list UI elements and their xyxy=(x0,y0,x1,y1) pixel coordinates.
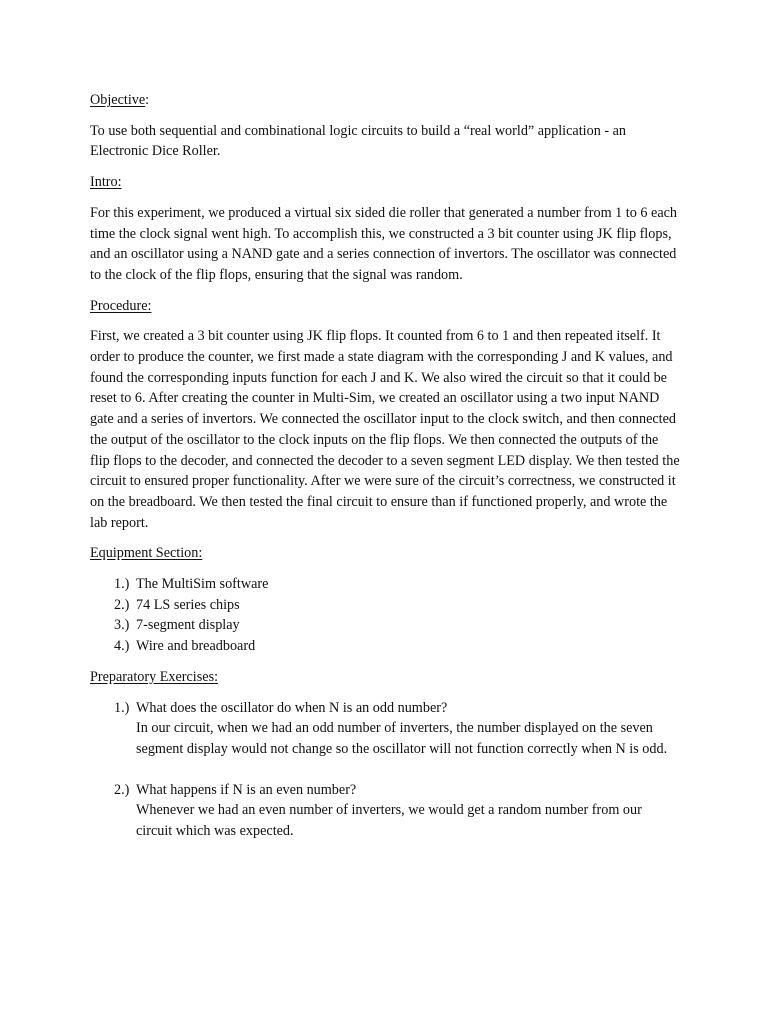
exercise-number: 2.) xyxy=(114,781,130,798)
preparatory-list xyxy=(90,698,680,842)
exercise-answer: Whenever we had an even number of inverters, we would get a random number from our circuit which was expected. xyxy=(136,802,642,840)
list-item-number: 1.) xyxy=(114,576,130,593)
exercise-item xyxy=(90,780,680,842)
list-item-number: 3.) xyxy=(114,617,130,634)
equipment-list xyxy=(90,574,680,657)
procedure-text: First, we created a 3 bit counter using JK flip flops. It counted from 6 to 1 and then repeated itself. It order to produce the counter, we first made a state diagram with the corresponding J and K values, and found the corresponding inputs function for each J and K. We also wired the circuit so that it could be reset to 6. After creating the counter in Multi-Sim, we created an oscillator using a two input NAND gate and a series of invertors. We connected the oscillator input to the clock switch, and then connected the output of the oscillator to the clock inputs on the flip flops. We then connected the outputs of the flip flops to the decoder, and connected the decoder to a seven segment LED display. We then tested the circuit to ensured proper functionality. After we were sure of the circuit’s correctness, we constructed it on the breadboard. We then tested the final circuit to ensure than if functioned properly, and wrote the lab report. xyxy=(90,328,680,531)
exercise-item xyxy=(90,698,680,760)
objective-heading-line xyxy=(90,90,680,111)
list-item-number: 4.) xyxy=(114,638,130,655)
list-item-number: 2.) xyxy=(114,596,130,613)
document-page xyxy=(90,90,680,862)
objective-heading: Objective xyxy=(90,92,146,108)
list-item xyxy=(90,615,680,636)
preparatory-heading: Preparatory Exercises: xyxy=(90,668,219,685)
list-item xyxy=(90,595,680,616)
intro-heading: Intro: xyxy=(90,174,122,191)
procedure-heading: Procedure: xyxy=(90,297,152,314)
objective-heading-colon: : xyxy=(145,92,150,108)
list-item-text: 7-segment display xyxy=(136,617,240,634)
exercise-number: 1.) xyxy=(114,699,130,716)
objective-text: To use both sequential and combinational logic circuits to build a “real world” application - an Electronic Dice Roller. xyxy=(90,122,626,160)
list-item-text: The MultiSim software xyxy=(136,576,269,593)
exercise-question: What does the oscillator do when N is an odd number? xyxy=(136,699,448,716)
intro-text: For this experiment, we produced a virtual six sided die roller that generated a number from 1 to 6 each time the clock signal went high. To accomplish this, we constructed a 3 bit counter using JK flip flops, and an oscillator using a NAND gate and a series connection of invertors. The oscillator was connected to the clock of the flip flops, ensuring that the signal was random. xyxy=(90,204,678,283)
equipment-heading: Equipment Section: xyxy=(90,545,203,562)
list-item-text: Wire and breadboard xyxy=(136,638,256,655)
list-item xyxy=(90,574,680,595)
list-item-text: 74 LS series chips xyxy=(136,596,240,613)
list-item xyxy=(90,636,680,657)
exercise-question: What happens if N is an even number? xyxy=(136,781,357,798)
exercise-answer: In our circuit, when we had an odd number of inverters, the number displayed on the seven segment display would not change so the oscillator will not function correctly when N is odd. xyxy=(136,720,668,757)
